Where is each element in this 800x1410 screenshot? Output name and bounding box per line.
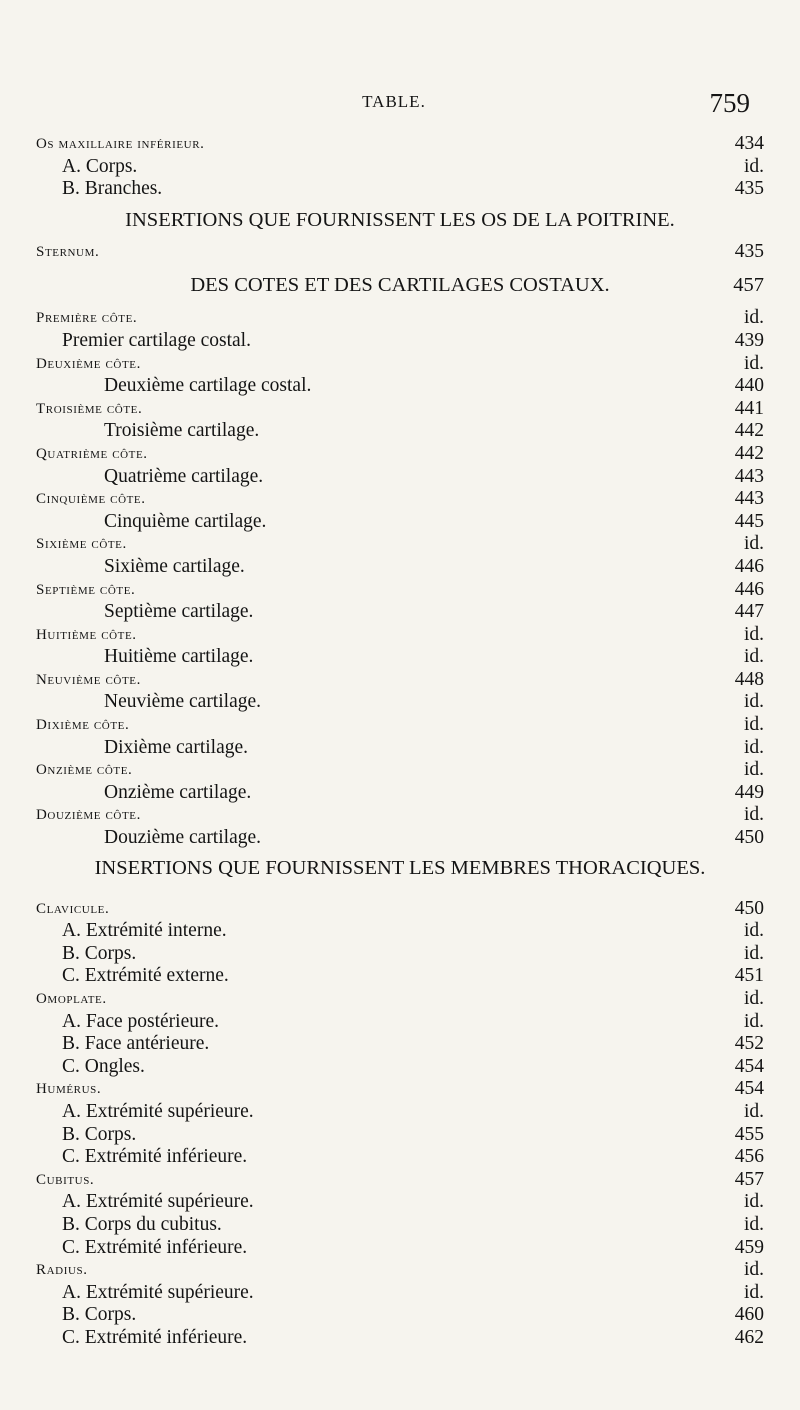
toc-entry — [36, 920, 764, 943]
toc-page-ref: 452 — [734, 1033, 764, 1055]
toc-entry — [36, 1146, 764, 1169]
toc-page-ref: 442 — [734, 420, 764, 442]
toc-entry-text: Cinquième côte. — [36, 491, 146, 508]
toc-entry-text: A. Face postérieure. — [62, 1010, 220, 1032]
toc-page-ref: 462 — [734, 1326, 764, 1348]
toc-entry — [36, 1282, 764, 1305]
toc-page-ref: id. — [743, 646, 764, 668]
toc-entry-text: Clavicule. — [36, 900, 110, 917]
toc-entry — [36, 601, 764, 624]
toc-entry — [36, 556, 764, 579]
toc-entry-text: Humérus. — [36, 1081, 102, 1098]
section-heading-text: INSERTIONS QUE FOURNISSENT LES OS DE LA POITRINE. — [125, 208, 675, 231]
toc-page-ref: 435 — [734, 178, 764, 200]
toc-page-ref: 460 — [734, 1304, 764, 1326]
toc-entry — [36, 1124, 764, 1147]
section-heading-text: DES COTES ET DES CARTILAGES COSTAUX. — [190, 274, 610, 297]
toc-page-ref: id. — [743, 759, 764, 781]
toc-entry-text: Huitième côte. — [36, 626, 137, 643]
toc-page-ref: id. — [743, 623, 764, 645]
toc-entry — [36, 307, 764, 330]
toc-entry-text: Radius. — [36, 1262, 88, 1279]
section-heading — [36, 201, 764, 241]
toc-page-ref: 446 — [734, 578, 764, 600]
toc-page-ref: 445 — [734, 510, 764, 532]
toc-entry — [36, 1078, 764, 1101]
toc-page-ref: 450 — [734, 827, 764, 849]
toc-page-ref: 449 — [734, 781, 764, 803]
toc-entry-text: A. Extrémité supérieure. — [62, 1191, 254, 1213]
toc-entry — [36, 804, 764, 827]
toc-page-ref: id. — [743, 691, 764, 713]
toc-entry — [36, 133, 764, 156]
toc-entry-text: C. Extrémité inférieure. — [62, 1146, 248, 1168]
toc-page-ref: 457 — [734, 1168, 764, 1190]
toc-entry — [36, 1327, 764, 1350]
toc-page-ref: 456 — [734, 1146, 764, 1168]
toc-entry-text: Dixième côte. — [36, 717, 130, 734]
toc-entry-text: Neuvième côte. — [36, 671, 141, 688]
toc-entry — [36, 691, 764, 714]
toc-entry — [36, 737, 764, 760]
toc-entry — [36, 533, 764, 556]
toc-entry — [36, 782, 764, 805]
toc-entry — [36, 353, 764, 376]
toc-entry-text: Onzième côte. — [36, 762, 133, 779]
toc-entry-text: Huitième cartilage. — [104, 646, 254, 668]
toc-entry-text: Première côte. — [36, 310, 138, 327]
toc-page-ref: 455 — [734, 1123, 764, 1145]
toc-entry-text: Septième côte. — [36, 581, 136, 598]
section-heading-text: INSERTIONS QUE FOURNISSENT LES MEMBRES THORACIQUES. — [94, 856, 706, 879]
toc-page-ref: 440 — [734, 375, 764, 397]
page-number: 759 — [709, 88, 750, 118]
toc-page-ref: id. — [743, 1191, 764, 1213]
toc-entry — [36, 1033, 764, 1056]
toc-page-ref: 450 — [734, 897, 764, 919]
toc-entry-text: A. Corps. — [62, 155, 138, 177]
toc-entry-text: Troisième côte. — [36, 400, 143, 417]
toc-entry-text: C. Ongles. — [62, 1055, 145, 1077]
page-header — [38, 88, 750, 122]
toc-entry — [36, 759, 764, 782]
toc-entry — [36, 943, 764, 966]
toc-page-ref: id. — [743, 1010, 764, 1032]
toc-page-ref: id. — [743, 736, 764, 758]
toc-page-ref: id. — [743, 1259, 764, 1281]
toc-entry — [36, 375, 764, 398]
toc-entry-text: C. Extrémité inférieure. — [62, 1326, 248, 1348]
toc-entry — [36, 965, 764, 988]
toc-page-ref: 448 — [734, 668, 764, 690]
toc-entry — [36, 1214, 764, 1237]
toc-entry — [36, 488, 764, 511]
toc-entry-text: Deuxième côte. — [36, 355, 141, 372]
toc-entry-text: Troisième cartilage. — [104, 420, 260, 442]
toc-entry — [36, 714, 764, 737]
toc-page-ref: id. — [743, 533, 764, 555]
toc-page-ref: id. — [743, 1281, 764, 1303]
toc-entry-text: C. Extrémité inférieure. — [62, 1236, 248, 1258]
toc-entry — [36, 398, 764, 421]
toc-entry — [36, 1237, 764, 1260]
toc-entry-text: A. Extrémité interne. — [62, 920, 227, 942]
toc-entry — [36, 241, 764, 264]
toc-entry-text: Cubitus. — [36, 1171, 95, 1188]
toc-page-ref: id. — [743, 1213, 764, 1235]
toc-entry — [36, 579, 764, 602]
toc-entry-text: Sternum. — [36, 243, 100, 260]
toc-entry-text: B. Face antérieure. — [62, 1033, 210, 1055]
toc-page-ref: 441 — [734, 397, 764, 419]
toc-entry-text: B. Corps. — [62, 942, 137, 964]
toc-entry-text: Douzième côte. — [36, 807, 141, 824]
toc-entry-text: Sixième côte. — [36, 536, 127, 553]
toc-page-ref: 454 — [734, 1078, 764, 1100]
toc-entry-text: Omoplate. — [36, 991, 107, 1007]
toc-entry — [36, 1304, 764, 1327]
toc-page-ref: 454 — [734, 1055, 764, 1077]
toc-page-ref: id. — [743, 804, 764, 826]
toc-entry-text: Os maxillaire inférieur. — [36, 136, 205, 152]
toc-page-ref: id. — [743, 1100, 764, 1122]
toc-page-ref: 447 — [734, 601, 764, 623]
toc-entry — [36, 1259, 764, 1282]
toc-entry-text: Quatrième côte. — [36, 445, 148, 462]
toc-entry — [36, 156, 764, 179]
toc-page-ref: 439 — [734, 329, 764, 351]
toc-page-ref: 435 — [734, 240, 764, 262]
toc-entry-text: Quatrième cartilage. — [104, 465, 264, 487]
toc-entry-text: Neuvième cartilage. — [104, 691, 261, 713]
toc-entry — [36, 178, 764, 201]
table-of-contents — [36, 133, 764, 1350]
toc-page-ref: 457 — [733, 274, 764, 297]
running-title: TABLE. — [362, 92, 426, 111]
toc-page-ref: 434 — [734, 133, 764, 154]
toc-entry — [36, 1101, 764, 1124]
toc-entry — [36, 420, 764, 443]
toc-entry — [36, 898, 764, 921]
toc-entry-text: A. Extrémité supérieure. — [62, 1281, 254, 1303]
toc-entry — [36, 988, 764, 1011]
toc-entry — [36, 1191, 764, 1214]
toc-entry — [36, 330, 764, 353]
toc-entry — [36, 1169, 764, 1192]
toc-entry — [36, 669, 764, 692]
toc-page-ref: 459 — [734, 1236, 764, 1258]
toc-entry-text: Septième cartilage. — [104, 601, 254, 623]
toc-page-ref: id. — [743, 920, 764, 942]
toc-entry-text: Sixième cartilage. — [104, 555, 245, 577]
toc-entry-text: A. Extrémité supérieure. — [62, 1100, 254, 1122]
toc-entry — [36, 1056, 764, 1079]
toc-entry — [36, 443, 764, 466]
toc-entry — [36, 1011, 764, 1034]
toc-entry — [36, 827, 764, 850]
toc-entry-text: C. Extrémité externe. — [62, 965, 229, 987]
toc-page-ref: id. — [743, 307, 764, 329]
section-heading — [36, 263, 764, 307]
toc-entry — [36, 466, 764, 489]
toc-page-ref: 442 — [734, 442, 764, 464]
toc-entry-text: Onzième cartilage. — [104, 781, 252, 803]
toc-page-ref: 443 — [734, 465, 764, 487]
toc-page-ref: 446 — [734, 555, 764, 577]
toc-page-ref: 451 — [734, 965, 764, 987]
toc-entry-text: B. Branches. — [62, 178, 163, 200]
toc-page-ref: id. — [743, 155, 764, 177]
toc-entry-text: Douzième cartilage. — [104, 827, 261, 849]
toc-entry — [36, 624, 764, 647]
toc-entry-text: Premier cartilage costal. — [62, 329, 251, 351]
toc-page-ref: id. — [743, 942, 764, 964]
toc-entry-text: B. Corps. — [62, 1304, 137, 1326]
toc-entry-text: Cinquième cartilage. — [104, 510, 267, 532]
toc-entry-text: Dixième cartilage. — [104, 736, 249, 758]
toc-entry — [36, 646, 764, 669]
section-heading — [36, 850, 764, 898]
toc-page-ref: id. — [743, 714, 764, 736]
toc-page-ref: id. — [743, 988, 764, 1009]
toc-entry-text: Deuxième cartilage costal. — [104, 375, 312, 397]
toc-entry-text: B. Corps. — [62, 1123, 137, 1145]
toc-page-ref: id. — [743, 352, 764, 374]
toc-entry — [36, 511, 764, 534]
toc-entry-text: B. Corps du cubitus. — [62, 1213, 222, 1235]
toc-page-ref: 443 — [734, 488, 764, 510]
